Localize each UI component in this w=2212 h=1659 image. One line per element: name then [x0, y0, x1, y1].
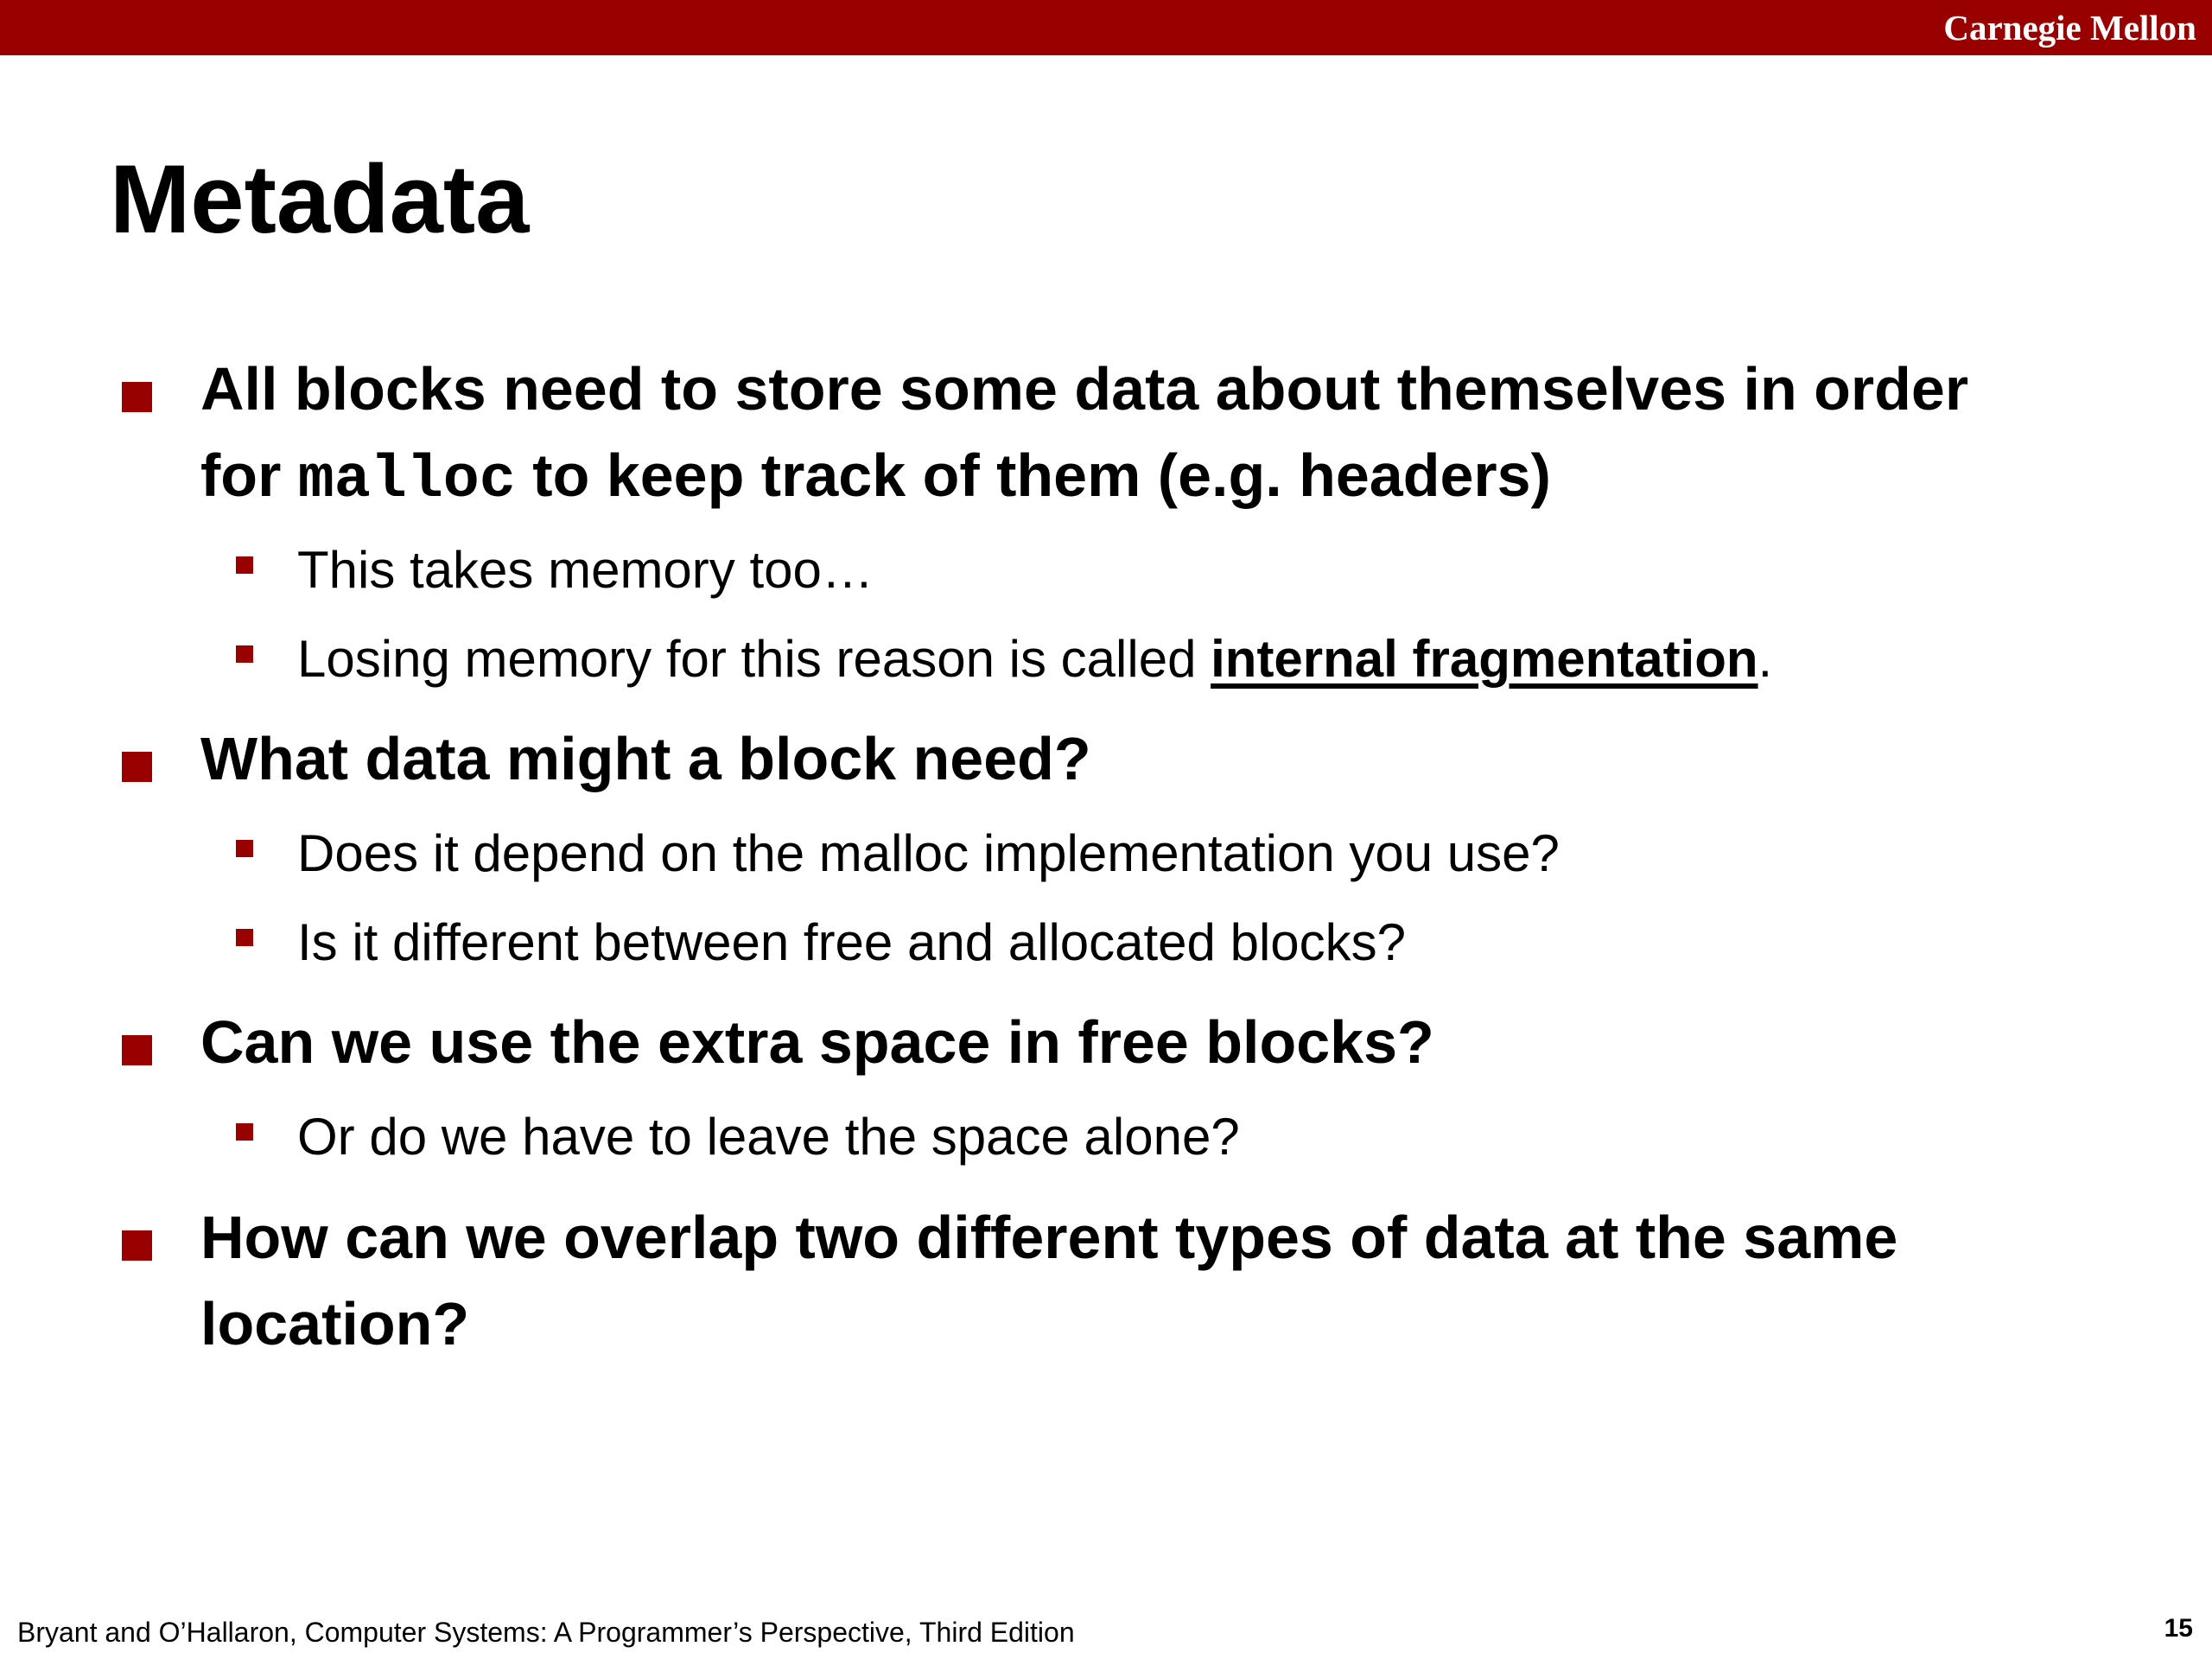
bullet-2-sub-1-text: Does it depend on the malloc implementation you use?	[297, 824, 1560, 882]
bullet-1-sub-2-text-part-3: .	[1758, 630, 1773, 688]
page-number: 15	[2164, 1614, 2193, 1643]
bullet-1-text-part-1: All blocks need to store some data about themselves in order for	[200, 355, 1969, 509]
square-bullet-icon	[236, 840, 253, 857]
footer-citation: Bryant and O’Hallaron, Computer Systems: A Programmer’s Perspective, Third Edition	[17, 1617, 1075, 1648]
square-bullet-icon	[236, 1123, 253, 1141]
bullet-2-sub-2-text: Is it different between free and allocated blocks?	[297, 913, 1407, 971]
internal-fragmentation-term: internal fragmentation	[1211, 630, 1758, 688]
square-bullet-icon	[122, 1230, 152, 1261]
bullet-1-text-part-3: to keep track of them (e.g. headers)	[515, 442, 1551, 509]
bullet-4-text: How can we overlap two different types of data at the same location?	[200, 1204, 1898, 1357]
bullet-2-text: What data might a block need?	[200, 725, 1091, 792]
square-bullet-icon	[236, 556, 253, 574]
square-bullet-icon	[236, 929, 253, 946]
bullet-1-text	[200, 346, 2032, 524]
bullet-1-sub-2-text-part-1: Losing memory for this reason is called	[297, 630, 1211, 688]
brand-logo-text: Carnegie Mellon	[1943, 8, 2196, 48]
bullet-1-sub-1-text: This takes memory too…	[297, 541, 874, 599]
bullet-3-text: Can we use the extra space in free blocks?	[200, 1008, 1434, 1076]
square-bullet-icon	[122, 382, 152, 412]
square-bullet-icon	[236, 645, 253, 663]
bullet-3-sub-1-text: Or do we have to leave the space alone?	[297, 1108, 1240, 1166]
malloc-code: malloc	[297, 447, 516, 515]
bullet-1-sub-2-text	[297, 625, 2112, 694]
square-bullet-icon	[122, 1035, 152, 1065]
slide-title: Metadata	[110, 145, 530, 253]
square-bullet-icon	[122, 752, 152, 782]
